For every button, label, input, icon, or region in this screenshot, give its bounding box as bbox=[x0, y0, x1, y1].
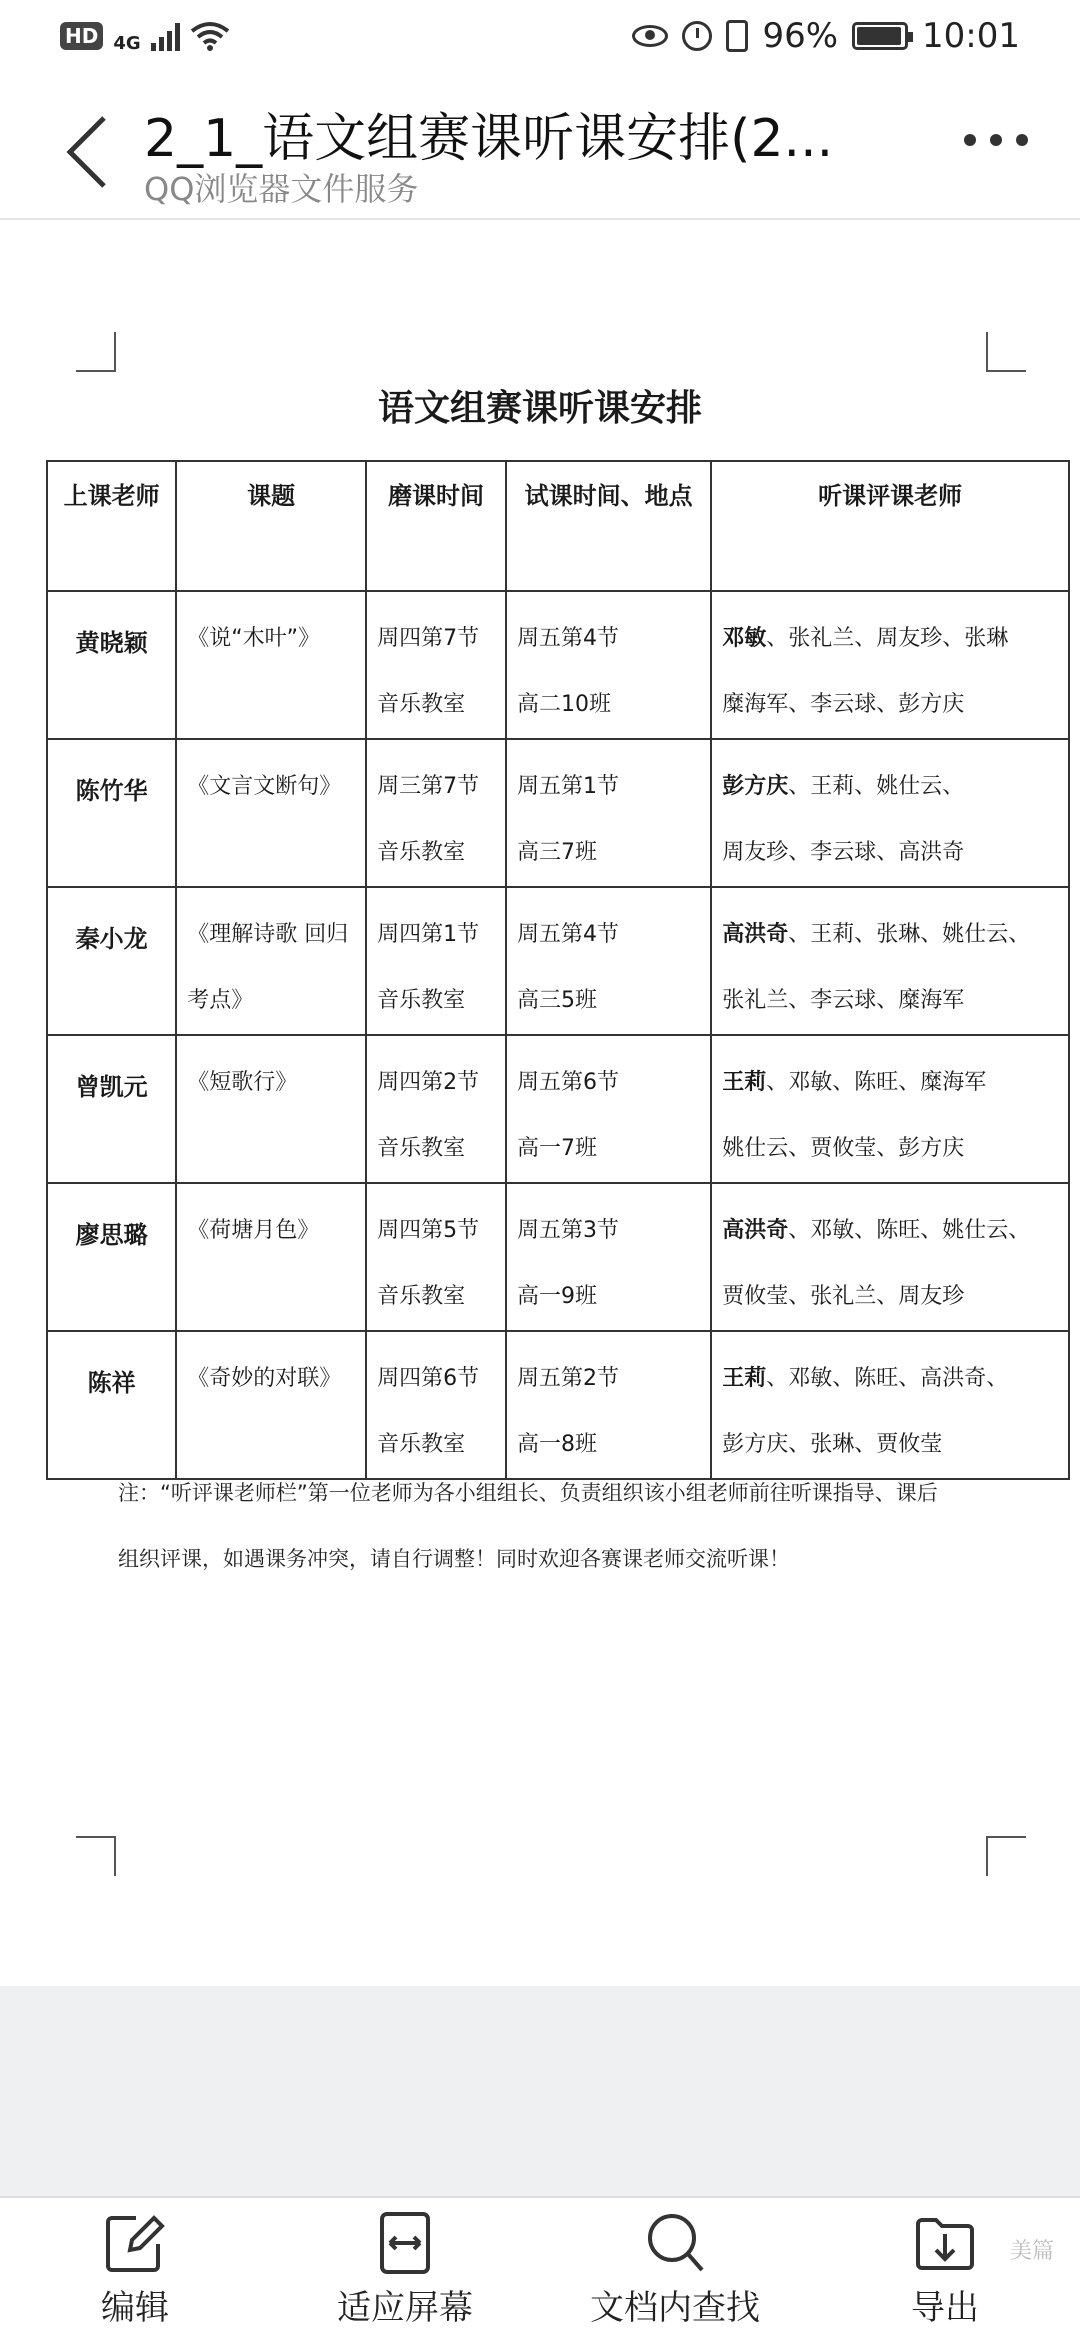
teacher-name: 陈竹华 bbox=[75, 777, 148, 805]
network-type: 4G bbox=[113, 32, 141, 54]
listeners-cell bbox=[711, 591, 1069, 739]
viewer-background bbox=[0, 1986, 1080, 2196]
wifi-icon bbox=[190, 21, 230, 51]
teacher-cell bbox=[47, 591, 176, 739]
page-subtitle: QQ浏览器文件服务 bbox=[144, 170, 419, 208]
listeners-line bbox=[722, 820, 1058, 886]
topic-cell bbox=[176, 1331, 366, 1479]
edit-button[interactable] bbox=[0, 2198, 270, 2340]
topic-line: 《奇妙的对联》 bbox=[187, 1366, 342, 1391]
trial-line: 高一8班 bbox=[516, 1432, 597, 1457]
prep-time-cell bbox=[366, 739, 506, 887]
listeners-line bbox=[722, 1264, 1058, 1330]
trial-line: 周五第6节 bbox=[516, 1070, 619, 1095]
listeners-line bbox=[722, 968, 1058, 1034]
listeners-line bbox=[722, 1346, 1058, 1412]
listeners-cell bbox=[711, 1183, 1069, 1331]
trial-line: 高一9班 bbox=[516, 1284, 597, 1309]
teacher-name: 陈祥 bbox=[87, 1369, 136, 1397]
topic-line: 《说“木叶”》 bbox=[187, 626, 321, 651]
page-title: 2_1_语文组赛课听课安排(2... bbox=[144, 109, 834, 169]
group-leader: 王莉 bbox=[722, 1366, 767, 1391]
listeners-line bbox=[722, 672, 1058, 738]
listener-names: 贾攸莹、张礼兰、周友珍 bbox=[722, 1284, 965, 1309]
page-corner-mark bbox=[986, 332, 1026, 372]
note-line: 注：“听评课老师栏”第一位老师为各小组组长、负责组织该小组老师前往听课指导、课后 bbox=[118, 1481, 938, 1505]
teacher-name: 黄晓颖 bbox=[75, 629, 148, 657]
trial-cell bbox=[506, 1035, 711, 1183]
battery-percent: 96% bbox=[762, 16, 839, 56]
listeners-cell bbox=[711, 887, 1069, 1035]
prep-line: 音乐教室 bbox=[377, 692, 466, 717]
listeners-line bbox=[722, 754, 1058, 820]
listener-names: 、邓敏、陈旺、高洪奇、 bbox=[766, 1366, 1009, 1391]
prep-time-cell bbox=[366, 1035, 506, 1183]
topic-cell bbox=[176, 1035, 366, 1183]
column-header: 听课评课老师 bbox=[711, 461, 1069, 591]
listeners-line bbox=[722, 606, 1058, 672]
table-row bbox=[47, 1331, 1069, 1479]
trial-cell bbox=[506, 591, 711, 739]
group-leader: 高洪奇 bbox=[722, 922, 789, 947]
listener-names: 彭方庆、张琳、贾攸莹 bbox=[722, 1432, 943, 1457]
listeners-line bbox=[722, 1198, 1058, 1264]
prep-line: 音乐教室 bbox=[377, 988, 466, 1013]
listener-names: 、邓敏、陈旺、糜海军 bbox=[766, 1070, 987, 1095]
topic-line: 《短歌行》 bbox=[187, 1070, 298, 1095]
teacher-name: 秦小龙 bbox=[75, 925, 148, 953]
prep-line: 音乐教室 bbox=[377, 1432, 466, 1457]
page-corner-mark bbox=[986, 1836, 1026, 1876]
search-icon bbox=[642, 2210, 708, 2276]
trial-line: 高一7班 bbox=[516, 1136, 597, 1161]
prep-line: 周四第1节 bbox=[377, 922, 480, 947]
page-corner-mark bbox=[76, 1836, 116, 1876]
column-header: 磨课时间 bbox=[366, 461, 506, 591]
eye-comfort-icon bbox=[632, 25, 668, 47]
group-leader: 高洪奇 bbox=[722, 1218, 789, 1243]
document-viewer[interactable] bbox=[0, 220, 1080, 1986]
watermark: 美篇 bbox=[1009, 2239, 1054, 2264]
listeners-line bbox=[722, 1116, 1058, 1182]
fit-screen-icon bbox=[372, 2210, 438, 2276]
app-header bbox=[0, 72, 1080, 220]
trial-line: 高三5班 bbox=[516, 988, 597, 1013]
table-row bbox=[47, 591, 1069, 739]
prep-line: 音乐教室 bbox=[377, 1136, 466, 1161]
topic-cell bbox=[176, 739, 366, 887]
trial-line: 周五第1节 bbox=[516, 774, 619, 799]
prep-line: 周四第5节 bbox=[377, 1218, 480, 1243]
schedule-table bbox=[46, 460, 1070, 1480]
fit-screen-button[interactable] bbox=[270, 2198, 540, 2340]
signal-icon bbox=[151, 21, 180, 51]
more-dots-icon[interactable] bbox=[964, 134, 1028, 146]
find-label: 文档内查找 bbox=[590, 2288, 760, 2328]
column-header: 试课时间、地点 bbox=[506, 461, 711, 591]
listeners-line bbox=[722, 1050, 1058, 1116]
find-in-document-button[interactable] bbox=[540, 2198, 810, 2340]
table-header-row bbox=[47, 461, 1069, 591]
column-header: 课题 bbox=[176, 461, 366, 591]
column-header: 上课老师 bbox=[47, 461, 176, 591]
listeners-cell bbox=[711, 1035, 1069, 1183]
fit-screen-label: 适应屏幕 bbox=[337, 2288, 473, 2328]
prep-line: 周三第7节 bbox=[377, 774, 480, 799]
battery-icon bbox=[852, 22, 908, 50]
listener-names: 姚仕云、贾攸莹、彭方庆 bbox=[722, 1136, 965, 1161]
group-leader: 彭方庆 bbox=[722, 774, 789, 799]
teacher-cell bbox=[47, 887, 176, 1035]
listener-names: 张礼兰、李云球、糜海军 bbox=[722, 988, 965, 1013]
trial-cell bbox=[506, 887, 711, 1035]
listener-names: 、王莉、姚仕云、 bbox=[788, 774, 965, 799]
teacher-name: 曾凯元 bbox=[75, 1073, 148, 1101]
trial-line: 周五第3节 bbox=[516, 1218, 619, 1243]
listener-names: 、张礼兰、周友珍、张琳 bbox=[766, 626, 1009, 651]
topic-cell bbox=[176, 887, 366, 1035]
note-line: 组织评课，如遇课务冲突，请自行调整！同时欢迎各赛课老师交流听课！ bbox=[118, 1547, 790, 1571]
listener-names: 糜海军、李云球、彭方庆 bbox=[722, 692, 965, 717]
listeners-cell bbox=[711, 739, 1069, 887]
teacher-cell bbox=[47, 739, 176, 887]
edit-icon bbox=[102, 2210, 168, 2276]
topic-cell bbox=[176, 591, 366, 739]
edit-label: 编辑 bbox=[101, 2288, 169, 2328]
trial-line: 高二10班 bbox=[516, 692, 611, 717]
bottom-toolbar bbox=[0, 2196, 1080, 2340]
status-bar bbox=[0, 0, 1080, 72]
topic-line: 《荷塘月色》 bbox=[187, 1218, 320, 1243]
hd-indicator: HD bbox=[60, 22, 103, 50]
page-corner-mark bbox=[76, 332, 116, 372]
trial-cell bbox=[506, 1331, 711, 1479]
listener-names: 、王莉、张琳、姚仕云、 bbox=[788, 922, 1031, 947]
listeners-line bbox=[722, 902, 1058, 968]
table-row bbox=[47, 739, 1069, 887]
document-title: 语文组赛课听课安排 bbox=[377, 388, 702, 429]
prep-time-cell bbox=[366, 887, 506, 1035]
prep-time-cell bbox=[366, 1183, 506, 1331]
group-leader: 王莉 bbox=[722, 1070, 767, 1095]
listener-names: 周友珍、李云球、高洪奇 bbox=[722, 840, 965, 865]
export-label: 导出 bbox=[911, 2288, 979, 2328]
trial-line: 高三7班 bbox=[516, 840, 597, 865]
listeners-cell bbox=[711, 1331, 1069, 1479]
prep-line: 周四第7节 bbox=[377, 626, 480, 651]
prep-time-cell bbox=[366, 1331, 506, 1479]
teacher-cell bbox=[47, 1035, 176, 1183]
table-row bbox=[47, 887, 1069, 1035]
group-leader: 邓敏 bbox=[722, 626, 767, 651]
prep-time-cell bbox=[366, 591, 506, 739]
clock: 10:01 bbox=[922, 16, 1020, 56]
topic-cell bbox=[176, 1183, 366, 1331]
teacher-cell bbox=[47, 1331, 176, 1479]
trial-cell bbox=[506, 1183, 711, 1331]
export-button[interactable] bbox=[810, 2198, 1080, 2340]
topic-line: 考点》 bbox=[187, 988, 254, 1013]
trial-line: 周五第2节 bbox=[516, 1366, 619, 1391]
topic-line: 《文言文断句》 bbox=[187, 774, 342, 799]
document-note bbox=[118, 1460, 998, 1592]
chevron-left-icon[interactable] bbox=[60, 112, 120, 192]
teacher-name: 廖思璐 bbox=[75, 1221, 148, 1249]
prep-line: 音乐教室 bbox=[377, 1284, 466, 1309]
vibrate-icon bbox=[726, 20, 748, 52]
table-row bbox=[47, 1035, 1069, 1183]
topic-line: 《理解诗歌 回归 bbox=[187, 922, 349, 947]
prep-line: 周四第2节 bbox=[377, 1070, 480, 1095]
prep-line: 音乐教室 bbox=[377, 840, 466, 865]
trial-cell bbox=[506, 739, 711, 887]
export-icon bbox=[912, 2210, 978, 2276]
prep-line: 周四第6节 bbox=[377, 1366, 480, 1391]
trial-line: 周五第4节 bbox=[516, 626, 619, 651]
listener-names: 、邓敏、陈旺、姚仕云、 bbox=[788, 1218, 1031, 1243]
teacher-cell bbox=[47, 1183, 176, 1331]
table-row bbox=[47, 1183, 1069, 1331]
trial-line: 周五第4节 bbox=[516, 922, 619, 947]
alarm-icon bbox=[682, 21, 712, 51]
